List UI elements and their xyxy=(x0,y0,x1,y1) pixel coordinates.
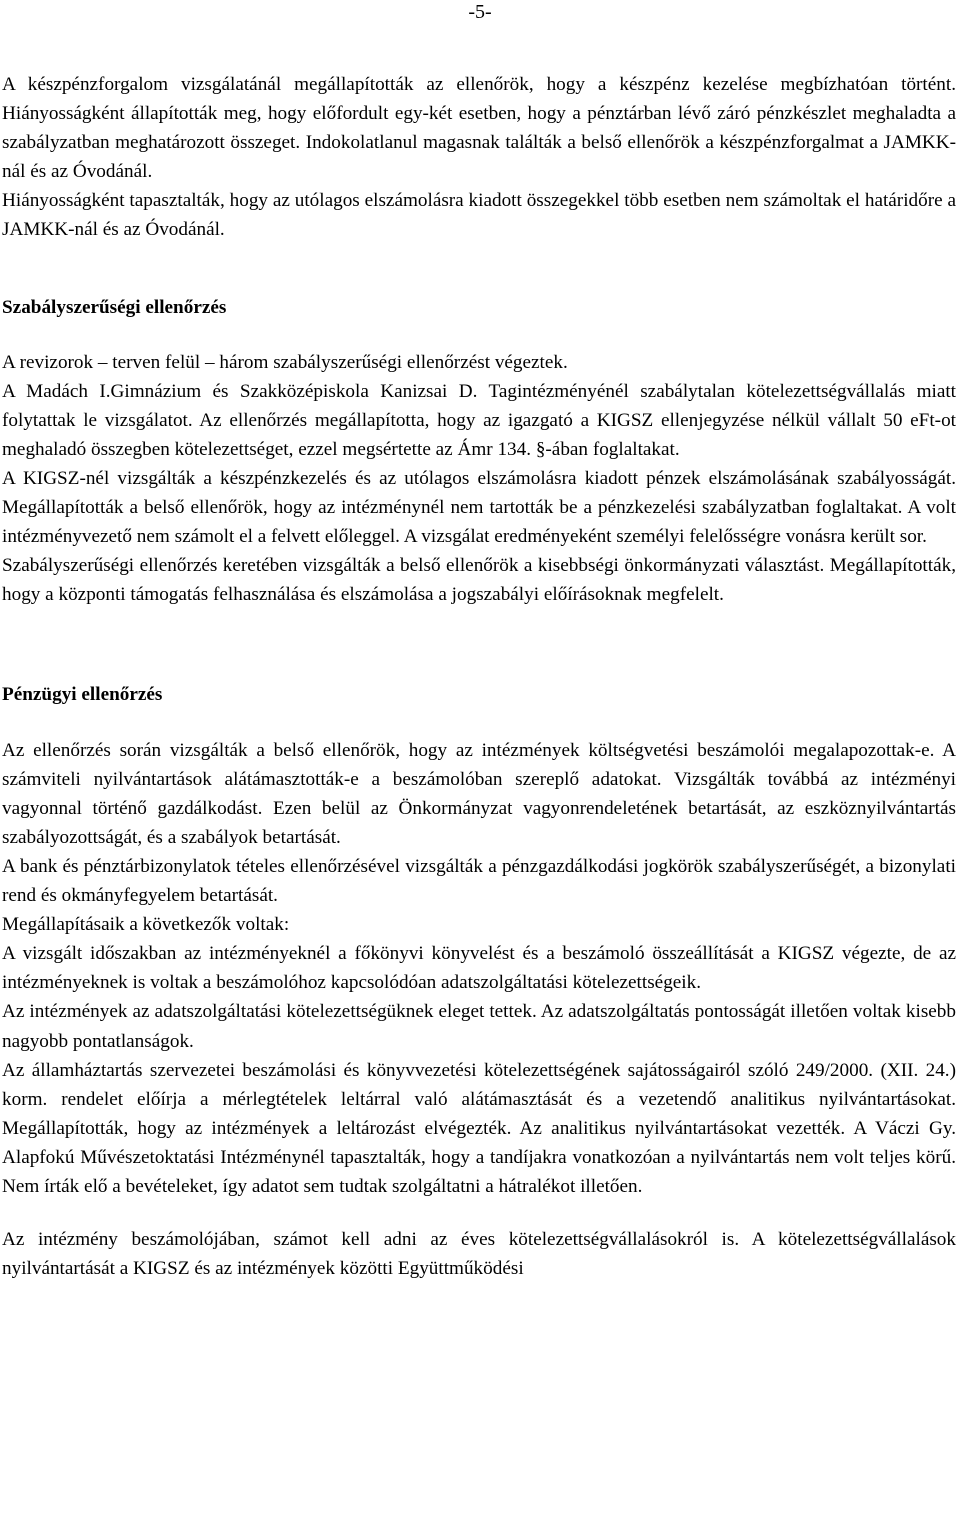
section-financial xyxy=(2,680,956,1284)
section-intro xyxy=(2,70,956,245)
paragraph: Az intézmények az adatszolgáltatási kötelezettségüknek eleget tettek. Az adatszolgáltatás pontosságát illetően voltak kisebb nagyobb pontatlanságok. xyxy=(2,1001,956,1052)
paragraph: Megállapításaik a következők voltak: xyxy=(2,914,290,936)
document-body xyxy=(2,70,956,1283)
section-compliance xyxy=(2,293,956,610)
paragraph: Az ellenőrzés során vizsgálták a belső ellenőrök, hogy az intézmények költségvetési beszámolói megalapozottak-e. A számviteli nyilvántartások alátámasztották-e a beszámolóban szereplő adatokat. Vizsgálták továbbá az intézményi vagyonnal történő gazdálkodást. Ezen belül az Önkormányzat vagyonrendeletének betartását, az eszköznyilvántartás szabályozottságát, és a szabályok betartását. xyxy=(2,739,956,848)
section-heading: Szabályszerűségi ellenőrzés xyxy=(2,296,227,318)
paragraph: A KIGSZ-nél vizsgálták a készpénzkezelés és az utólagos elszámolásra kiadott pénzek elszámolásának szabályosságát. Megállapították a belső ellenőrök, hogy az intézménynél nem tartották be a pénzkezelési szabályzatban foglaltakat. A volt intézményvezető nem számolt el a felvett előleggel. A vizsgálat eredményeként személyi felelősségre vonásra került sor. xyxy=(2,468,956,548)
paragraph: Hiányosságként tapasztalták, hogy az utólagos elszámolásra kiadott összegekkel több esetben nem számoltak el határidőre a JAMKK-nál és az Óvodánál. xyxy=(2,190,956,241)
paragraph: Az államháztartás szervezetei beszámolási és könyvvezetési kötelezettségének sajátosságairól szóló 249/2000. (XII. 24.) korm. rendelet előírja a mérlegtételek leltárral való alátámasztását és a vezetendő analitikus nyilvántartásokat. Megállapították, hogy az intézmények a leltározást elvégezték. Az analitikus nyilvántartásokat vezették. A Váczi Gy. Alapfokú Művészetoktatási Intézménynél tapasztalták, hogy a tandíjakra vonatkozóan a nyilvántartás nem volt teljes körű. Nem írták elő a bevételeket, így adatot sem tudtak szolgáltatni a hátralékot illetően. xyxy=(2,1059,956,1197)
paragraph: Az intézmény beszámolójában, számot kell adni az éves kötelezettségvállalásokról is. A kötelezettségvállalások nyilvántartását a KIGSZ és az intézmények közötti Együttműködési xyxy=(2,1229,956,1280)
paragraph: A Madách I.Gimnázium és Szakközépiskola Kanizsai D. Tagintézményénél szabálytalan kötelezettségvállalás miatt folytattak le vizsgálatot. Az ellenőrzés megállapította, hogy az igazgató a KIGSZ ellenjegyzése nélkül vállalt 50 eFt-ot meghaladó összegben kötelezettséget, ezzel megsértette az Ámr 134. §-ában foglaltakat. xyxy=(2,380,956,460)
section-heading: Pénzügyi ellenőrzés xyxy=(2,683,163,705)
paragraph: Szabályszerűségi ellenőrzés keretében vizsgálták a belső ellenőrök a kisebbségi önkormányzati választást. Megállapították, hogy a központi támogatás felhasználása és elszámolása a jogszabályi előírásoknak megfelelt. xyxy=(2,555,956,606)
paragraph: A készpénzforgalom vizsgálatánál megállapították az ellenőrök, hogy a készpénz kezelése megbízhatóan történt. Hiányosságként állapították meg, hogy előfordult egy-két esetben, hogy a pénztárban lévő záró pénzkészlet meghaladta a szabályzatban meghatározott összeget. Indokolatlanul magasnak találták a belső ellenőrök a készpénzforgalmat a JAMKK-nál és az Óvodánál. xyxy=(2,74,956,183)
paragraph: A revizorok – terven felül – három szabályszerűségi ellenőrzést végeztek. xyxy=(2,351,568,373)
page-number: -5- xyxy=(468,1,492,23)
paragraph: A bank és pénztárbizonylatok tételes ellenőrzésével vizsgálták a pénzgazdálkodási jogkörök szabályszerűségét, a bizonylati rend és okmányfegyelem betartását. xyxy=(2,855,956,907)
paragraph: A vizsgált időszakban az intézményeknél a főkönyvi könyvelést és a beszámoló összeállítását a KIGSZ végezte, de az intézményeknek is voltak a beszámolóhoz kapcsolódóan adatszolgáltatási kötelezettségeik. xyxy=(2,943,956,994)
